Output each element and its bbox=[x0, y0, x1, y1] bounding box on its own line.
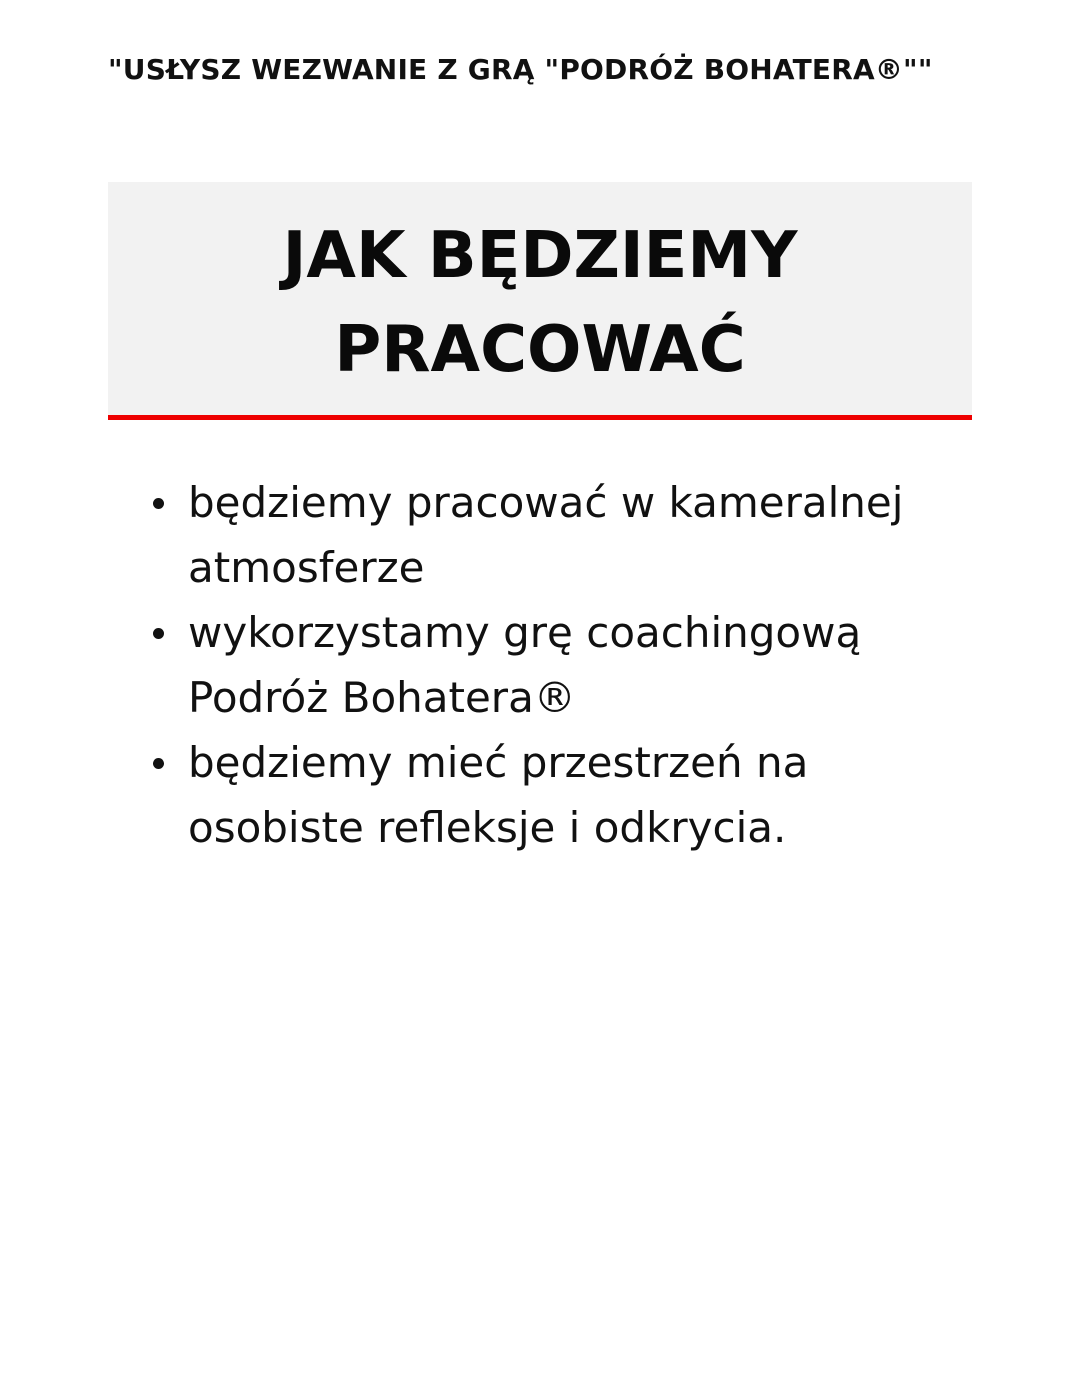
list-item-text-line-1: wykorzystamy grę coachingową bbox=[188, 608, 862, 657]
bullet-icon bbox=[153, 758, 164, 769]
list-item-text-line-1: będziemy pracować w kameralnej bbox=[188, 478, 904, 527]
bullet-icon bbox=[153, 628, 164, 639]
list-item-text-line-1: będziemy mieć przestrzeń na bbox=[188, 738, 809, 787]
page-title-line-2: PRACOWAĆ bbox=[334, 313, 746, 387]
list-item bbox=[188, 470, 968, 600]
bullet-list bbox=[188, 470, 968, 860]
page-title-line-1: JAK BĘDZIEMY bbox=[282, 219, 798, 293]
list-item-text-line-2: atmosferze bbox=[188, 543, 425, 592]
list-item bbox=[188, 730, 968, 860]
list-item-text-line-2: osobiste refleksje i odkrycia. bbox=[188, 803, 787, 852]
list-item-text-line-2: Podróż Bohatera® bbox=[188, 673, 576, 722]
bullet-icon bbox=[153, 498, 164, 509]
page-tagline: "USŁYSZ WEZWANIE Z GRĄ "PODRÓŻ BOHATERA®"" bbox=[108, 53, 933, 86]
list-item bbox=[188, 600, 968, 730]
